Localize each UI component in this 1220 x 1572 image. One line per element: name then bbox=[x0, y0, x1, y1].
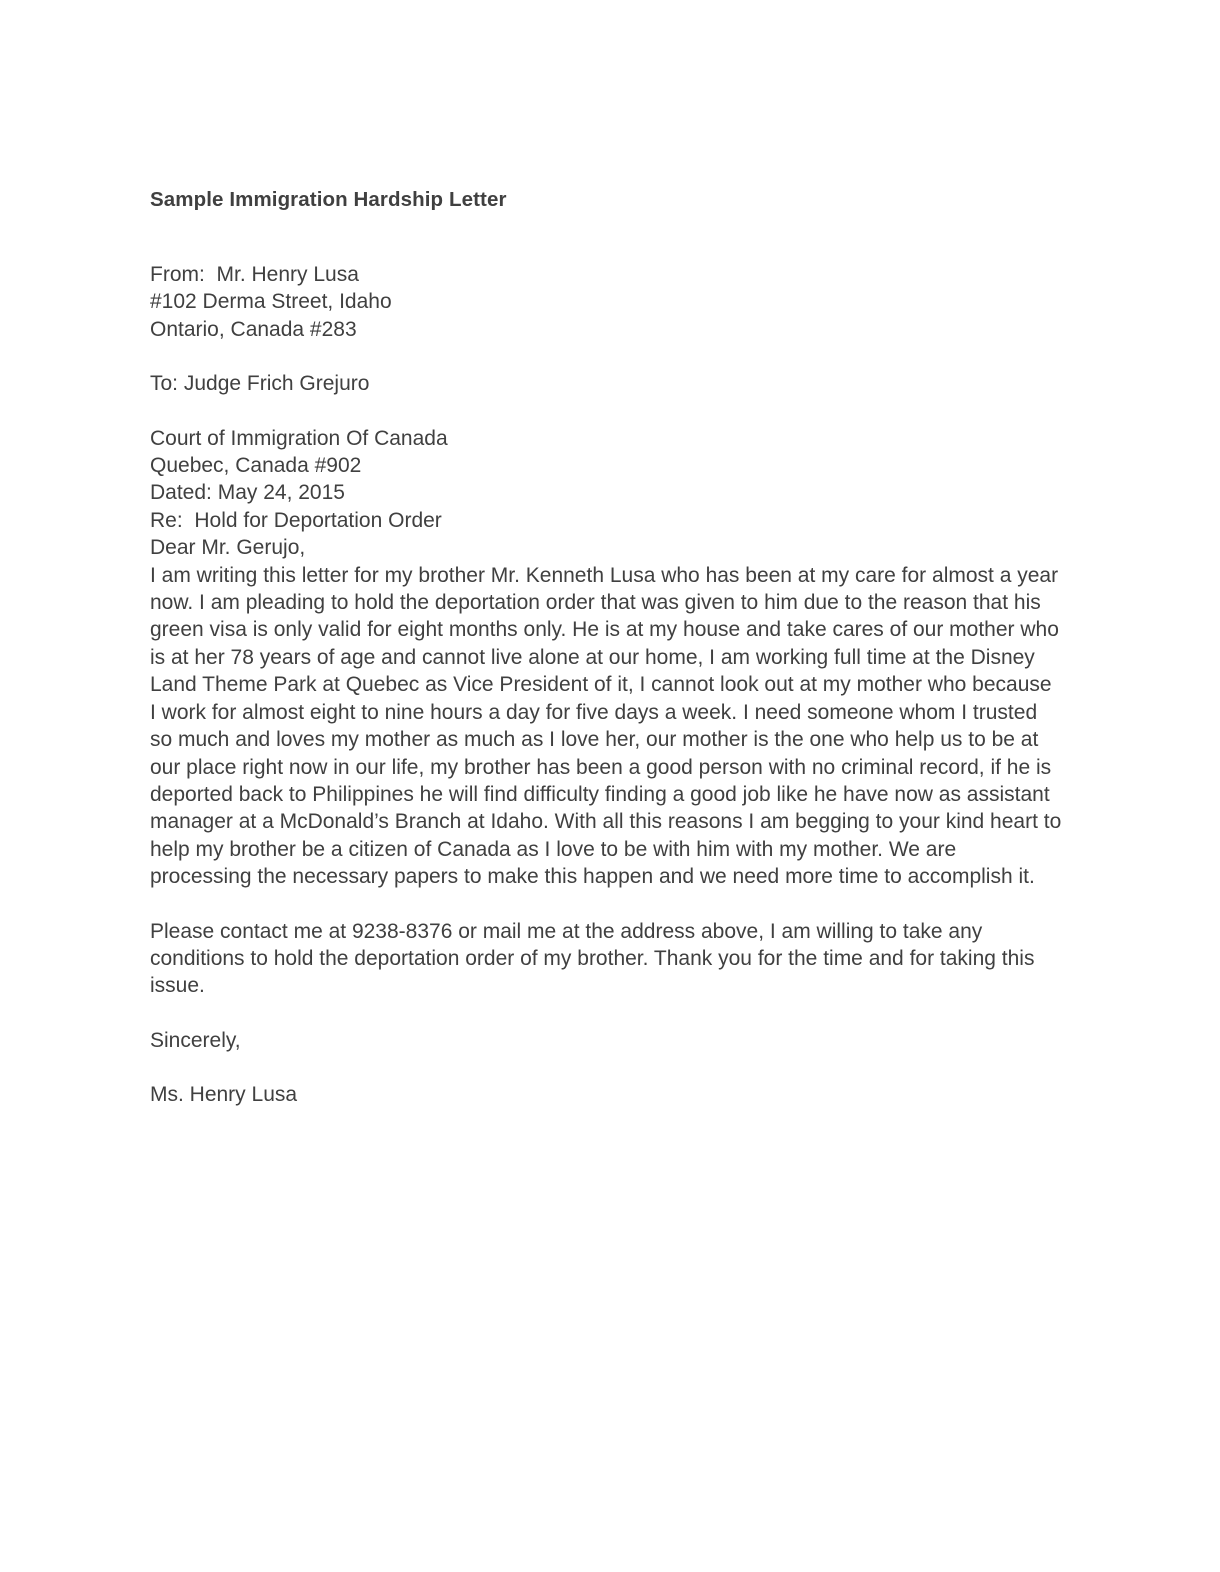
closing-salutation: Sincerely, bbox=[150, 1028, 241, 1052]
signature-name: Ms. Henry Lusa bbox=[150, 1083, 298, 1107]
letter-subject: Re: Hold for Deportation Order bbox=[150, 508, 442, 532]
recipient-block bbox=[150, 370, 1062, 397]
spacer bbox=[150, 398, 1062, 425]
sender-block bbox=[150, 261, 1062, 343]
letter-date: Dated: May 24, 2015 bbox=[150, 481, 345, 505]
body-paragraph-1: I am writing this letter for my brother Mr. Kenneth Lusa who has been at my care for almost a year now. I am pleading to hold the deportation order that was given to him due to the reason that his green visa is only valid for eight months only. He is at my house and take cares of our mother who is at her 78 years of age and cannot live alone at our home, I am working full time at the Disney Land Theme Park at Quebec as Vice President of it, I cannot look out at my mother who because I work for almost eight to nine hours a day for five days a week. I need someone whom I trusted so much and loves my mother as much as I love her, our mother is the one who help us to be at our place right now in our life, my brother has been a good person with no criminal record, if he is deported back to Philippines he will find difficulty finding a good job like he have now as assistant manager at a McDonald’s Branch at Idaho. With all this reasons I am begging to your kind heart to help my brother be a citizen of Canada as I love to be with him with my mother. We are processing the necessary papers to make this happen and we need more time to accomplish it. bbox=[150, 563, 1062, 889]
spacer bbox=[150, 213, 1062, 261]
court-address: Quebec, Canada #902 bbox=[150, 454, 362, 478]
sender-from-line: From: Mr. Henry Lusa bbox=[150, 263, 359, 286]
spacer bbox=[150, 891, 1062, 918]
letter-content bbox=[150, 186, 1062, 1109]
salutation: Dear Mr. Gerujo, bbox=[150, 536, 306, 560]
sender-address-line-1: #102 Derma Street, Idaho bbox=[150, 290, 392, 314]
body-paragraph-2: Please contact me at 9238-8376 or mail me at the address above, I am willing to take any conditions to hold the deportation order of my brother. Thank you for the time and for taking this issue. bbox=[150, 919, 1035, 998]
recipient-to-line: To: Judge Frich Grejuro bbox=[150, 372, 370, 396]
spacer bbox=[150, 1000, 1062, 1027]
court-name: Court of Immigration Of Canada bbox=[150, 426, 448, 450]
spacer bbox=[150, 343, 1062, 370]
court-block bbox=[150, 425, 1062, 562]
spacer bbox=[150, 1054, 1062, 1081]
page-title: Sample Immigration Hardship Letter bbox=[150, 188, 507, 211]
sender-address-line-2: Ontario, Canada #283 bbox=[150, 317, 357, 341]
